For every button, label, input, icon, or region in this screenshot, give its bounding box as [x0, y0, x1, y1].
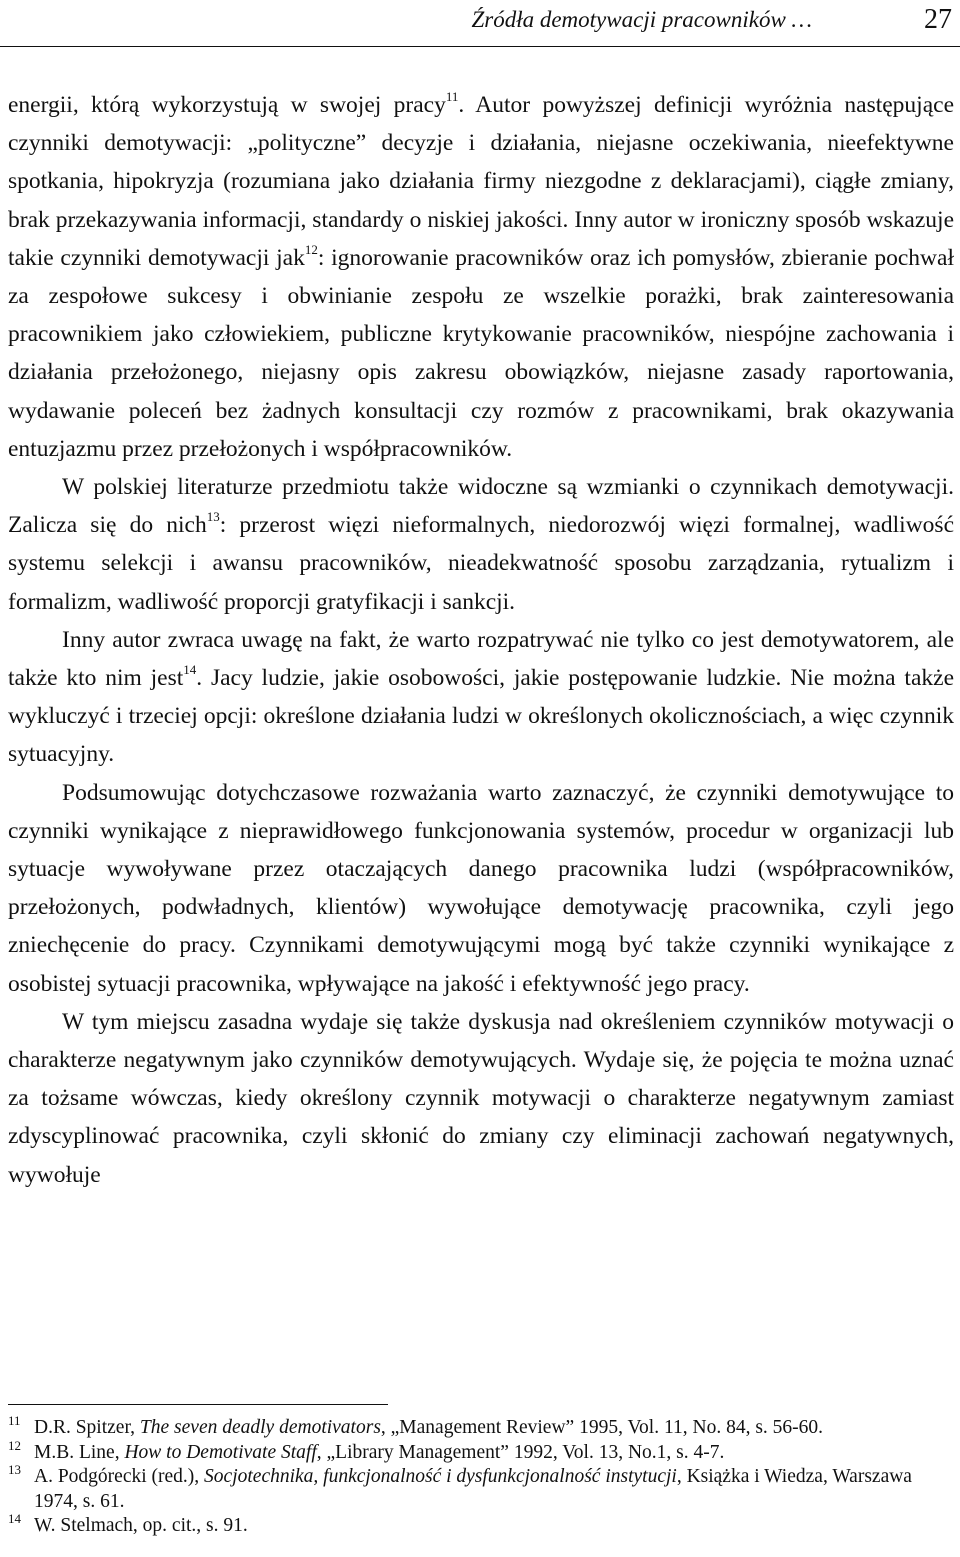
footnote-author: A. Podgórecki (red.), [34, 1466, 205, 1487]
body-text [8, 86, 954, 1194]
footnote-title: The seven deadly demotivators [139, 1417, 381, 1438]
footnote-source: , „Library Management” 1992, Vol. 13, No.1, s. 4-7. [316, 1441, 725, 1463]
footnote-11 [8, 1413, 954, 1441]
footnote-number: 12 [8, 1437, 21, 1453]
footnote-author: D.R. Spitzer, [34, 1417, 140, 1438]
footnote-number: 13 [8, 1462, 21, 1477]
page-number: 27 [924, 4, 952, 35]
paragraph-1 [8, 86, 954, 468]
footnote-ref-14[interactable]: 14 [183, 662, 197, 678]
paragraph-3-text-a: Inny autor zwraca uwagę na fakt, że warto rozpatrywać nie tylko co jest demotywatorem, ale także kto nim jest [8, 626, 954, 692]
header-rule [0, 46, 960, 47]
paragraph-5: W tym miejscu zasadna wydaje się także dyskusja nad określeniem czynników motywacji o charakterze negatywnym jako czynników demotywujących. Wydaje się, że pojęcia te można uznać za tożsame wówczas, kiedy określony czynnik motywacji o charakterze negatywnym zamiast zdyscyplinować pracownika, czyli skłonić do zmiany czy eliminacji zachowań negatywnych, wywołuje [8, 1008, 954, 1188]
footnote-author: M.B. Line, [34, 1441, 125, 1463]
footnote-ref-13[interactable]: 13 [206, 509, 220, 525]
paragraph-2-text-a: W polskiej literaturze przedmiotu także widoczne są wzmianki o czynnikach demotywacji. Zalicza się do nich [8, 474, 954, 539]
footnotes [8, 1413, 954, 1539]
footnote-number: 14 [8, 1511, 21, 1526]
footnote-12 [8, 1437, 954, 1466]
footnote-title: How to Demotivate Staff [124, 1441, 317, 1463]
footnote-ref-11[interactable]: 11 [445, 89, 459, 104]
paragraph-1-text-a: energii, którą wykorzystują w swojej pracy [8, 92, 446, 118]
paragraph-2 [8, 468, 954, 621]
footnote-ref-12[interactable]: 12 [304, 241, 318, 257]
paragraph-1-text-b: . Autor powyższej definicji wyróżnia następujące czynniki demotywacji: „polityczne” decyzje i działania, niejasne oczekiwania, nieefektywne spotkania, hipokryzja (rozumiana jako działania firmy niezgodne z deklaracjami), ciągłe zmiany, brak przekazywania informacji, standardy o niskiej jakości. Inny autor w ironiczny sposób wskazuje takie czynniki demotywacji jak [8, 92, 955, 271]
page-header [0, 0, 960, 48]
footnote-14 [8, 1511, 954, 1539]
paragraph-3-text-b: . Jacy ludzie, jakie osobowości, jakie postępowanie ludzkie. Nie można także wykluczyć i trzeciej opcji: określone działania ludzi w określonych okolicznościach, a więc czynnik sytuacyjny. [8, 665, 954, 768]
footnote-source: , „Management Review” 1995, Vol. 11, No. 84, s. 56-60. [380, 1417, 824, 1438]
footnote-author: W. Stelmach, op. cit., s. 91. [34, 1515, 248, 1536]
footnote-title: Socjotechnika, funkcjonalność i dysfunkcjonalność instytucji [204, 1466, 677, 1487]
paragraph-4: Podsumowując dotychczasowe rozważania warto zaznaczyć, że czynniki demotywujące to czynniki wynikające z nieprawidłowego funkcjonowania systemów, procedur w organizacji lub sytuacje wywoływane przez otaczających danego pracownika ludzi (współpracowników, przełożonych, podwładnych, klientów) wywołujące demotywację pracownika, czyli jego zniechęcenie do pracy. Czynnikami demotywującymi mogą być także czynniki wynikające z osobistej sytuacji pracownika, wpływające na jakość i efektywność jego pracy. [8, 779, 954, 997]
paragraph-1-text-c: : ignorowanie pracowników oraz ich pomysłów, zbieranie pochwał za zespołowe sukcesy i obwinianie zespołu ze wszelkie porażki, brak zainteresowania pracownikiem jako człowiekiem, publiczne krytykowanie pracowników, niespójne zachowania i działania przełożonego, niejasny opis zakresu obowiązków, niejasne zasady raportowania, wydawanie poleceń bez żadnych konsultacji czy rozmów z pracownikami, brak okazywania entuzjazmu przez przełożonych i współpracowników. [8, 244, 954, 462]
footnote-rule [8, 1404, 388, 1405]
paragraph-3 [8, 621, 954, 774]
running-title: Źródła demotywacji pracowników … [471, 7, 812, 32]
footnote-number: 11 [8, 1413, 21, 1428]
footnote-13 [8, 1462, 954, 1514]
paragraph-2-text-b: : przerost więzi nieformalnych, niedorozwój więzi formalnej, wadliwość systemu selekcji i awansu pracowników, nieadekwatność sposobu zarządzania, rytualizm i formalizm, wadliwość proporcji gratyfikacji i sankcji. [8, 512, 954, 615]
footnote-source: , Książka i Wiedza, Warszawa 1974, s. 61. [34, 1466, 912, 1512]
